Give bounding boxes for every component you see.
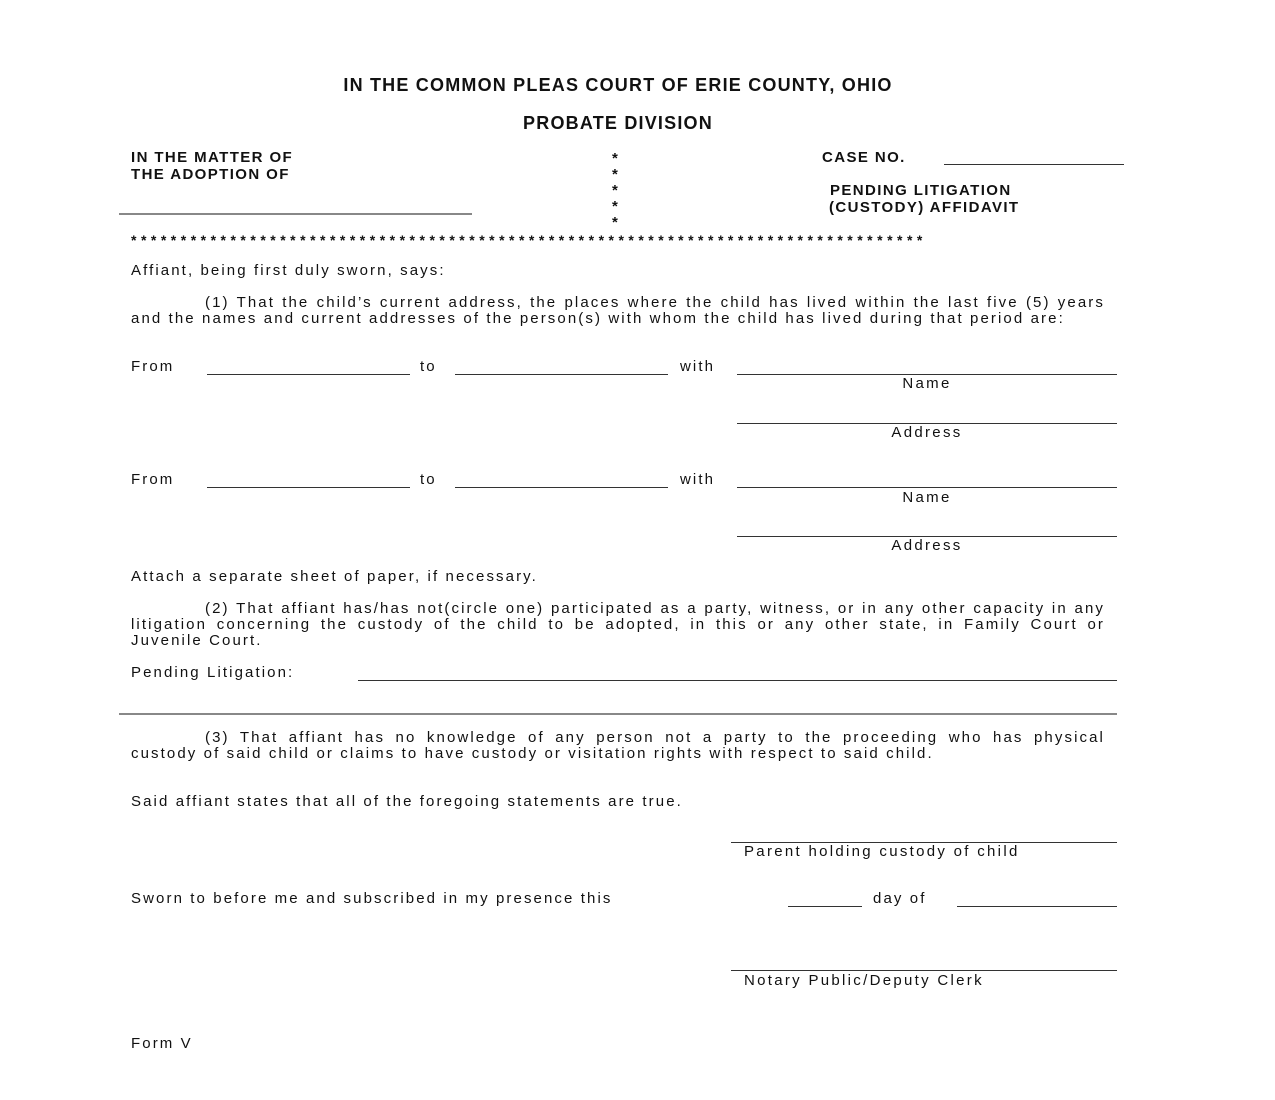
sworn-text: Sworn to before me and subscribed in my presence this bbox=[131, 890, 613, 907]
notary-signature-caption: Notary Public/Deputy Clerk bbox=[744, 972, 984, 989]
from-label: From bbox=[131, 358, 175, 375]
with-label: with bbox=[680, 471, 716, 488]
day-of-label: day of bbox=[873, 890, 927, 907]
form-title-line-2: (CUSTODY) AFFIDAVIT bbox=[829, 199, 1020, 216]
from-date-field[interactable] bbox=[207, 374, 410, 375]
divider-star: * bbox=[612, 166, 620, 183]
court-title: IN THE COMMON PLEAS COURT OF ERIE COUNTY, OHIO bbox=[343, 75, 893, 95]
matter-line-2: THE ADOPTION OF bbox=[131, 166, 290, 183]
division-title: PROBATE DIVISION bbox=[523, 113, 713, 133]
divider-star: * bbox=[612, 198, 620, 215]
attach-note: Attach a separate sheet of paper, if necessary. bbox=[131, 568, 538, 585]
case-no-field[interactable] bbox=[944, 164, 1124, 165]
name-caption: Name bbox=[902, 489, 952, 506]
adoptee-name-field[interactable] bbox=[119, 213, 472, 215]
notary-signature-field[interactable] bbox=[731, 970, 1117, 971]
from-label: From bbox=[131, 471, 175, 488]
pending-litigation-field[interactable] bbox=[358, 680, 1117, 681]
divider-star: * bbox=[612, 150, 620, 167]
matter-line-1: IN THE MATTER OF bbox=[131, 149, 294, 166]
intro-text: Affiant, being first duly sworn, says: bbox=[131, 262, 446, 279]
pending-litigation-field-line-2[interactable] bbox=[119, 713, 1117, 715]
form-id: Form V bbox=[131, 1035, 193, 1052]
case-no-label: CASE NO. bbox=[822, 149, 906, 166]
day-field[interactable] bbox=[788, 906, 862, 907]
to-date-field[interactable] bbox=[455, 374, 668, 375]
month-year-field[interactable] bbox=[957, 906, 1117, 907]
to-label: to bbox=[420, 358, 437, 375]
divider-star: * bbox=[612, 214, 620, 231]
paragraph-1: (1) That the child’s current address, the places where the child has lived within the last five (5) years and the names and current addresses of the person(s) with whom the child has lived during that period are: bbox=[131, 294, 1105, 327]
name-caption: Name bbox=[902, 375, 952, 392]
address-caption: Address bbox=[891, 537, 963, 554]
to-label: to bbox=[420, 471, 437, 488]
to-date-field[interactable] bbox=[455, 487, 668, 488]
form-title-line-1: PENDING LITIGATION bbox=[830, 182, 1012, 199]
paragraph-2: (2) That affiant has/has not(circle one) participated as a party, witness, or in any other capacity in any litigation concerning the custody of the child to be adopted, in this or any other state, in Family Court or Juvenile Court. bbox=[131, 600, 1105, 649]
statement-text: Said affiant states that all of the foregoing statements are true. bbox=[131, 793, 683, 810]
paragraph-3: (3) That affiant has no knowledge of any person not a party to the proceeding who has physical custody of said child or claims to have custody or visitation rights with respect to said child. bbox=[131, 729, 1105, 762]
name-field[interactable] bbox=[737, 487, 1117, 488]
star-rule: ******************************************************************************** bbox=[131, 232, 927, 248]
with-label: with bbox=[680, 358, 716, 375]
divider-star: * bbox=[612, 182, 620, 199]
parent-signature-caption: Parent holding custody of child bbox=[744, 843, 1020, 860]
pending-litigation-label: Pending Litigation: bbox=[131, 664, 295, 681]
from-date-field[interactable] bbox=[207, 487, 410, 488]
address-caption: Address bbox=[891, 424, 963, 441]
